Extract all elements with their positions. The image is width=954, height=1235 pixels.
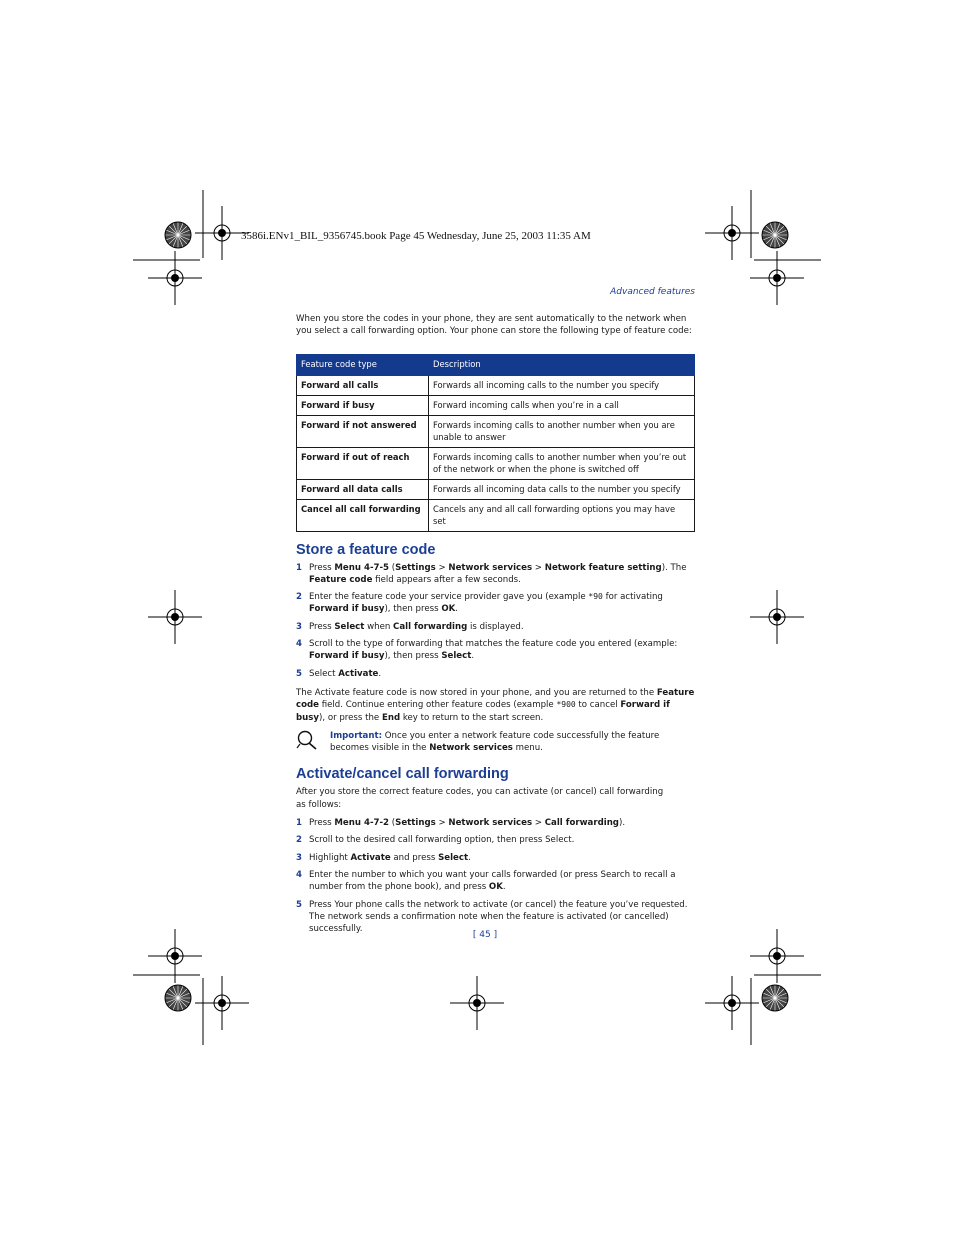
table-row: [297, 479, 695, 499]
step-bold: Menu 4-7-2: [334, 818, 390, 829]
step-bold: OK: [441, 604, 456, 615]
list-item: [296, 869, 696, 894]
section-heading-activate: Activate/cancel call forwarding: [296, 766, 509, 783]
step-text: >: [532, 818, 545, 829]
list-item: [296, 668, 696, 680]
softkey-label: Select: [545, 835, 572, 846]
table-row: [297, 395, 695, 415]
intro-paragraph: When you store the codes in your phone, they are sent automatically to the network when you select a call forwarding option. Your phone can store the following type of feature code:: [296, 314, 692, 337]
feature-type-cell: Forward all data calls: [297, 479, 429, 499]
page-content: [296, 313, 696, 940]
step-bold: Activate: [338, 668, 379, 679]
running-head: Advanced features: [610, 287, 695, 297]
step-number: 5: [296, 899, 302, 910]
table-row: [297, 375, 695, 395]
step-text: >: [435, 818, 449, 829]
table-header-cell: Feature code type: [297, 354, 429, 375]
step-text: for activating: [602, 592, 663, 603]
feature-type-cell: Cancel all call forwarding: [297, 499, 429, 531]
step-number: 1: [296, 818, 302, 829]
description-cell: Forwards all incoming calls to the number you specify: [429, 375, 695, 395]
table-row: [297, 447, 695, 479]
step-text: Press: [309, 818, 335, 829]
list-item: [296, 817, 696, 829]
step-number: 3: [296, 621, 302, 632]
step-text: (: [389, 818, 396, 829]
note-text: menu.: [512, 743, 543, 754]
paragraph-text: ), or press the: [319, 712, 382, 723]
step-text: .: [502, 882, 506, 893]
step-text: >: [532, 562, 545, 573]
step-text: Press Your phone calls the network to activate (or cancel) the feature you’ve requested. The network sends a confirmation note when the feature is activated (or cancelled) successfully.: [309, 899, 688, 935]
list-item: [296, 638, 696, 663]
step-text: Press: [309, 562, 335, 573]
step-text: Press: [309, 621, 335, 632]
step-text: >: [435, 562, 449, 573]
table-header-cell: Description: [429, 354, 695, 375]
table-row: [297, 415, 695, 447]
list-item: [296, 852, 696, 864]
step-bold: Settings: [395, 562, 436, 573]
step-bold: Select: [441, 651, 472, 662]
step-bold: Forward if busy: [309, 651, 385, 662]
step-bold: Call forwarding: [393, 621, 468, 632]
step-number: 3: [296, 852, 302, 863]
feature-code-example: *90: [588, 592, 603, 602]
list-item: [296, 621, 696, 633]
softkey-label: Search: [600, 869, 631, 880]
note-text: Once you enter a network feature code successfully the feature becomes visible in the: [330, 730, 660, 754]
step-bold: Menu 4-7-5: [334, 562, 390, 573]
step-number: 5: [296, 668, 302, 679]
step-bold: Select: [438, 852, 469, 863]
page-number: [ 45 ]: [472, 930, 498, 940]
list-item: [296, 834, 696, 846]
activate-steps: [296, 817, 696, 935]
description-cell: Forward incoming calls when you’re in a call: [429, 395, 695, 415]
important-note: [296, 730, 696, 755]
step-text: .: [571, 835, 575, 846]
section-heading-store: Store a feature code: [296, 541, 436, 558]
step-text: Highlight: [309, 852, 351, 863]
step-number: 2: [296, 592, 302, 603]
step-text: when: [364, 621, 394, 632]
paragraph-text: The Activate feature code is now stored in your phone, and you are returned to the: [296, 687, 657, 698]
paragraph-bold: Forward if busy: [296, 700, 670, 723]
list-item: [296, 562, 696, 587]
paragraph-text: key to return to the start screen.: [400, 712, 544, 723]
step-text: Enter the number to which you want your calls forwarded (or press: [309, 869, 601, 880]
important-label: Important:: [330, 730, 383, 741]
feature-type-cell: Forward if out of reach: [297, 447, 429, 479]
description-cell: Forwards incoming calls to another number when you’re out of the network or when the phone is switched off: [429, 447, 695, 479]
step-text: field appears after a few seconds.: [372, 574, 521, 585]
feature-type-cell: Forward if not answered: [297, 415, 429, 447]
step-number: 4: [296, 869, 302, 880]
step-number: 1: [296, 562, 302, 573]
step-bold: Network services: [448, 818, 533, 829]
feature-type-cell: Forward all calls: [297, 375, 429, 395]
step-text: ), then press: [384, 651, 442, 662]
pushpin-icon: [296, 730, 318, 750]
step-text: .: [455, 604, 459, 615]
paragraph-text: to cancel: [575, 700, 621, 711]
description-cell: Forwards incoming calls to another number when you are unable to answer: [429, 415, 695, 447]
feature-type-cell: Forward if busy: [297, 395, 429, 415]
print-header: 3586i.ENv1_BIL_9356745.book Page 45 Wednesday, June 25, 2003 11:35 AM: [241, 230, 591, 242]
step-bold: Feature code: [309, 574, 373, 585]
step-text: (: [389, 562, 396, 573]
step-text: .: [468, 852, 471, 863]
step-number: 2: [296, 835, 302, 846]
feature-code-example: *900: [556, 700, 576, 710]
step-text: is displayed.: [467, 621, 524, 632]
step-bold: OK: [488, 882, 503, 893]
step-text: Scroll to the type of forwarding that matches the feature code you entered (example:: [309, 639, 678, 650]
step-text: Select: [309, 668, 339, 679]
step-text: to recall a number from the phone book), and press: [309, 869, 676, 893]
store-result-paragraph: [296, 687, 696, 724]
paragraph-text: field. Continue entering other feature codes (example: [318, 700, 557, 711]
step-text: ), then press: [384, 604, 442, 615]
description-cell: Forwards all incoming data calls to the number you specify: [429, 479, 695, 499]
step-text: .: [378, 668, 382, 679]
step-text: and press: [390, 852, 439, 863]
note-bold: Network services: [429, 743, 513, 754]
table-header-row: [297, 354, 695, 375]
paragraph-bold: Feature code: [296, 687, 695, 711]
step-bold: Settings: [395, 818, 436, 829]
step-bold: Forward if busy: [309, 604, 385, 615]
feature-code-table: [296, 354, 695, 532]
table-row: [297, 499, 695, 531]
paragraph-bold: End: [381, 712, 401, 723]
step-number: 4: [296, 639, 302, 650]
step-text: Scroll to the desired call forwarding option, then press: [309, 835, 546, 846]
step-bold: Network feature setting: [544, 562, 662, 573]
step-bold: Activate: [350, 852, 391, 863]
step-bold: Call forwarding: [544, 818, 619, 829]
step-text: ).: [618, 818, 626, 829]
activate-intro: After you store the correct feature codes, you can activate (or cancel) call forwarding as follows:: [296, 787, 664, 810]
step-text: .: [471, 651, 475, 662]
step-text: ). The: [661, 562, 687, 573]
step-bold: Network services: [448, 562, 533, 573]
store-steps: [296, 562, 696, 680]
description-cell: Cancels any and all call forwarding options you may have set: [429, 499, 695, 531]
list-item: [296, 591, 696, 616]
step-text: Enter the feature code your service provider gave you (example: [309, 592, 589, 603]
step-bold: Select: [334, 621, 365, 632]
